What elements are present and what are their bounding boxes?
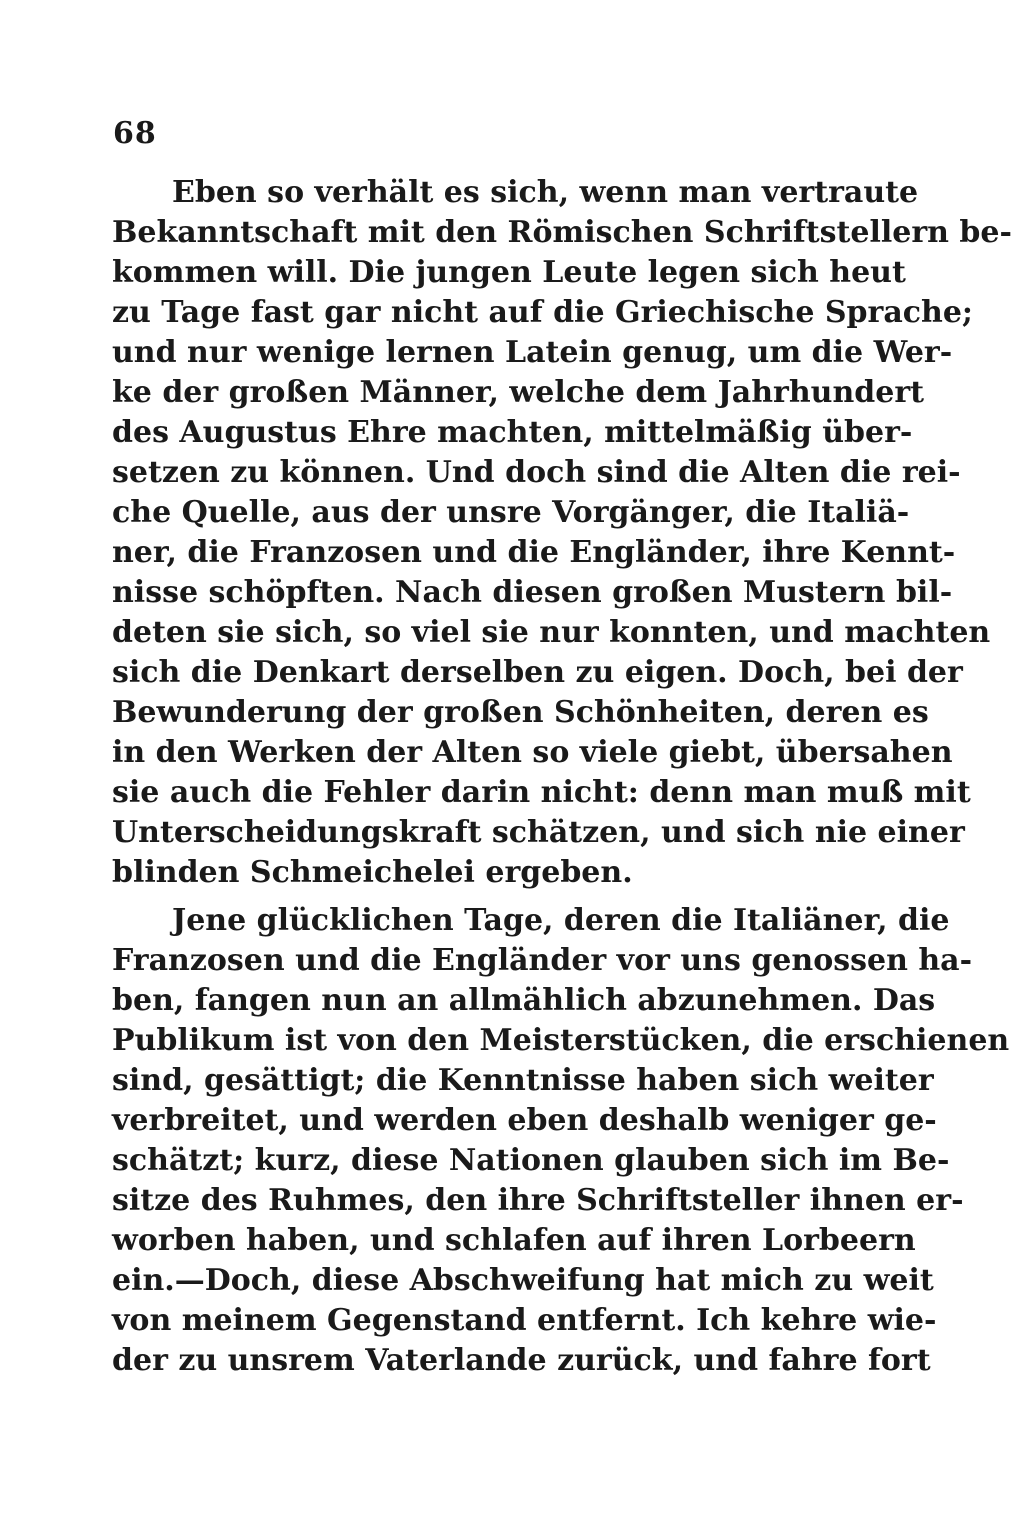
text-line: in den Werken der Alten so viele giebt, übersahen bbox=[112, 735, 953, 770]
text-line: ein.—Doch, diese Abschweifung hat mich zu weit bbox=[112, 1263, 934, 1298]
text-line: Unterscheidungskraft schätzen, und sich nie einer bbox=[112, 815, 965, 850]
text-line: blinden Schmeichelei ergeben. bbox=[112, 855, 633, 890]
text-line: Bekanntschaft mit den Römischen Schriftstellern be- bbox=[112, 215, 1012, 250]
text-line: von meinem Gegenstand entfernt. Ich kehre wie- bbox=[112, 1303, 937, 1338]
text-line: schätzt; kurz, diese Nationen glauben sich im Be- bbox=[112, 1143, 950, 1178]
text-line: worben haben, und schlafen auf ihren Lorbeern bbox=[112, 1223, 916, 1258]
text-line: nisse schöpften. Nach diesen großen Mustern bil- bbox=[112, 575, 953, 610]
text-line: Eben so verhält es sich, wenn man vertraute bbox=[172, 175, 919, 210]
text-line: des Augustus Ehre machten, mittelmäßig über- bbox=[112, 415, 913, 450]
text-line: ke der großen Männer, welche dem Jahrhundert bbox=[112, 375, 925, 410]
text-line: und nur wenige lernen Latein genug, um die Wer- bbox=[112, 335, 953, 370]
text-line: ner, die Franzosen und die Engländer, ihre Kennt- bbox=[112, 535, 956, 570]
text-line: deten sie sich, so viel sie nur konnten, und machten bbox=[112, 615, 991, 650]
text-line: verbreitet, und werden eben deshalb weniger ge- bbox=[112, 1103, 937, 1138]
text-line: sitze des Ruhmes, den ihre Schriftsteller ihnen er- bbox=[112, 1183, 964, 1218]
text-line: Jene glücklichen Tage, deren die Italiäner, die bbox=[172, 903, 950, 938]
text-line: ben, fangen nun an allmählich abzunehmen. Das bbox=[112, 983, 936, 1018]
text-line: che Quelle, aus der unsre Vorgänger, die Italiä- bbox=[112, 495, 910, 530]
text-line: sind, gesättigt; die Kenntnisse haben sich weiter bbox=[112, 1063, 934, 1098]
text-line: Publikum ist von den Meisterstücken, die erschienen bbox=[112, 1023, 1010, 1058]
text-line: sie auch die Fehler darin nicht: denn man muß mit bbox=[112, 775, 971, 810]
text-line: Bewunderung der großen Schönheiten, deren es bbox=[112, 695, 929, 730]
text-line: Franzosen und die Engländer vor uns genossen ha- bbox=[112, 943, 973, 978]
text-line: sich die Denkart derselben zu eigen. Doch, bei der bbox=[112, 655, 963, 690]
text-line: setzen zu können. Und doch sind die Alten die rei- bbox=[112, 455, 961, 490]
text-line: kommen will. Die jungen Leute legen sich heut bbox=[112, 255, 906, 290]
text-line: zu Tage fast gar nicht auf die Griechische Sprache; bbox=[112, 295, 973, 330]
text-line: der zu unsrem Vaterlande zurück, und fahre fort bbox=[112, 1343, 931, 1378]
page-number: 68 bbox=[113, 116, 157, 151]
